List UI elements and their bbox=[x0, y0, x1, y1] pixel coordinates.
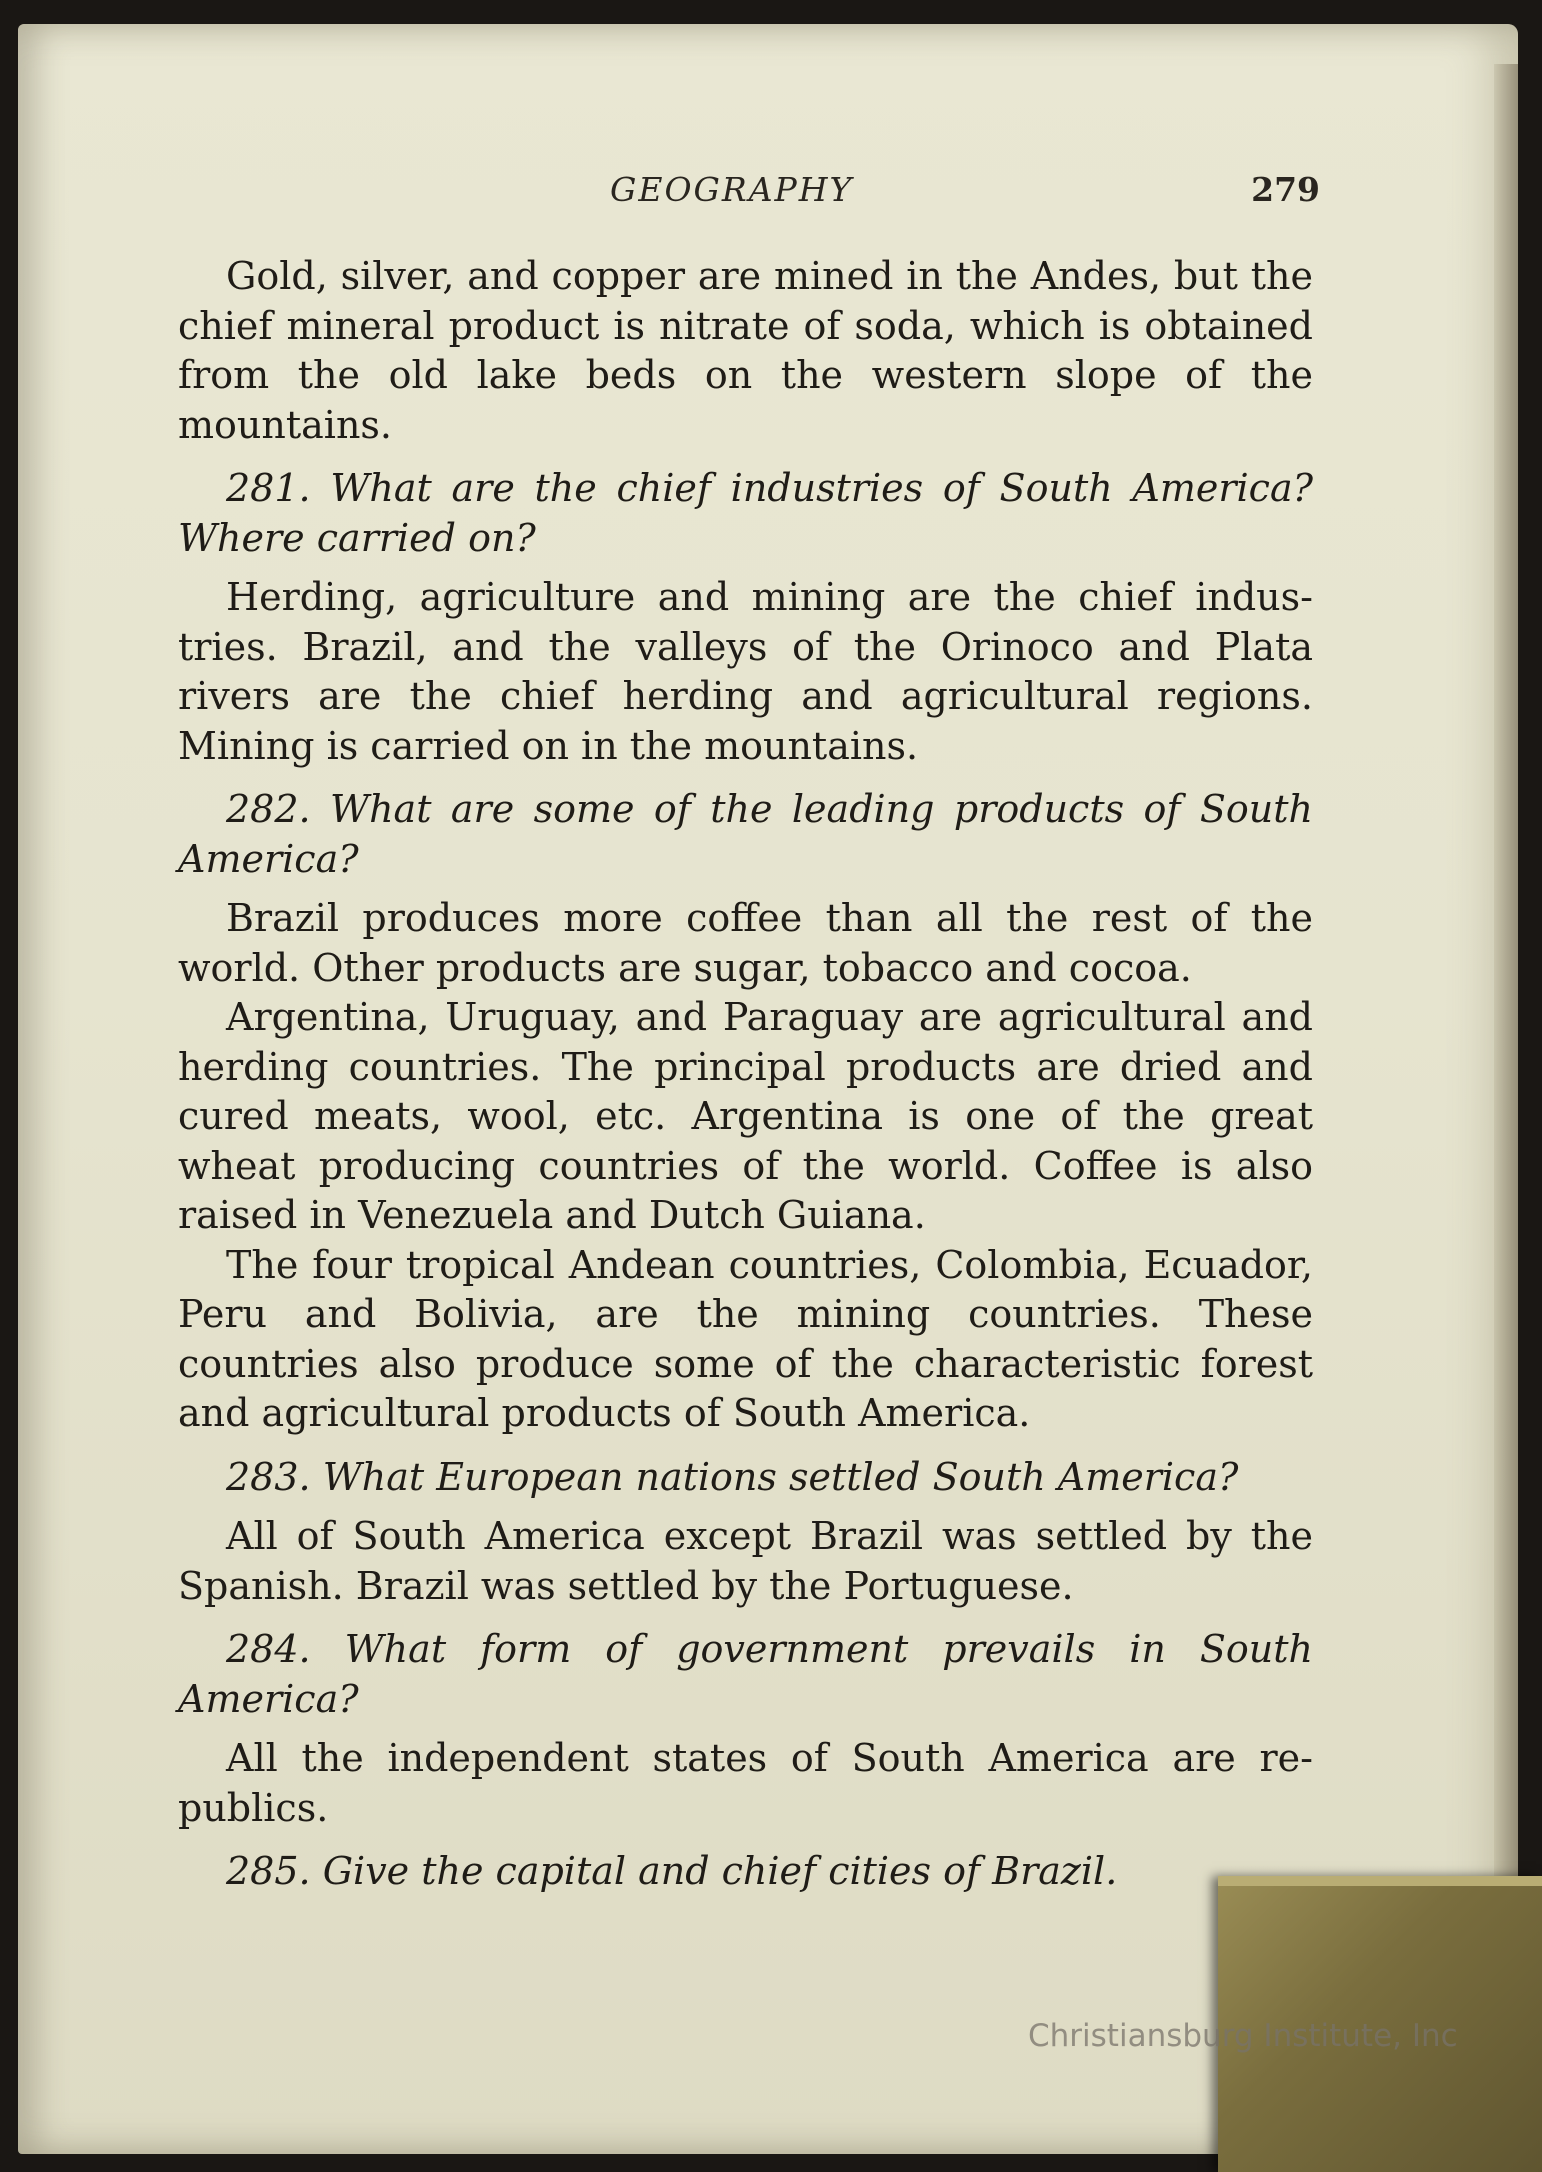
question-285: 285. Give the capital and chief cities of Brazil. bbox=[226, 1849, 1118, 1893]
question-283: 283. What European nations settled South America? bbox=[226, 1454, 1239, 1499]
answer-paragraph: All the independent states of South America are republics. bbox=[178, 1736, 1313, 1830]
page-number: 279 bbox=[1251, 170, 1320, 209]
answer-paragraph: Brazil produces more coffee than all the rest of the world. Other products are sugar, tobacco and cocoa. bbox=[178, 896, 1313, 990]
question-282: 282. What are some of the leading products of South America? bbox=[178, 787, 1313, 881]
question-284: 284. What form of government prevails in South America? bbox=[178, 1627, 1313, 1721]
page-header bbox=[160, 170, 1320, 220]
answer-paragraph: All of South America except Brazil was settled by the Spanish. Brazil was settled by the Portuguese. bbox=[178, 1514, 1313, 1608]
answer-paragraph: Gold, silver, and copper are mined in the Andes, but the chief mineral product is nitrate of soda, which is obtained from the old lake beds on the western slope of the mountains. bbox=[178, 254, 1313, 447]
page-edge bbox=[1494, 64, 1518, 1924]
tab-highlight bbox=[1218, 1876, 1542, 1886]
running-head: GEOGRAPHY bbox=[610, 170, 854, 209]
question-281: 281. What are the chief industries of South America? Where carried on? bbox=[178, 466, 1313, 560]
answer-paragraph: Herding, agriculture and mining are the chief industries. Brazil, and the valleys of the Orinoco and Plata rivers are the chief herding and agricultural regions. Mining is carried on in the mountains. bbox=[178, 575, 1313, 768]
watermark: Christiansburg Institute, Inc bbox=[1028, 2018, 1458, 2054]
page-body bbox=[178, 252, 1313, 1907]
answer-paragraph: The four tropical Andean countries, Colombia, Ecuador, Peru and Bolivia, are the mining countries. These countries also produce some of the characteristic forest and agricultural products of South America. bbox=[178, 1242, 1313, 1435]
answer-paragraph: Argentina, Uruguay, and Paraguay are agricultural and herding countries. The principal products are dried and cured meats, wool, etc. Argentina is one of the great wheat producing countries of the world. Coffee is also raised in Venezuela and Dutch Guiana. bbox=[178, 995, 1313, 1237]
